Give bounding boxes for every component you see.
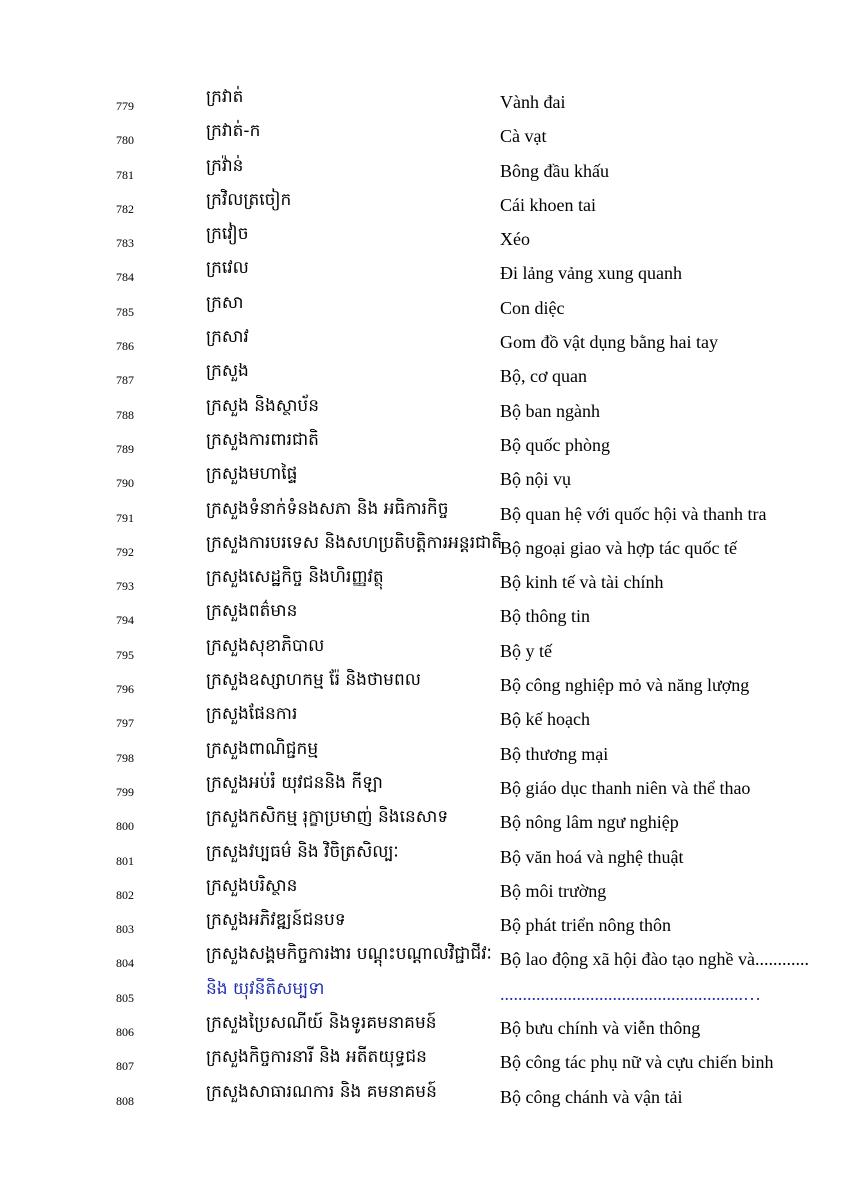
entry-number: 806 <box>116 1025 134 1040</box>
entry-number: 779 <box>116 99 134 113</box>
vietnamese-translation: Đi lảng vảng xung quanh <box>500 263 682 284</box>
entry-number: 780 <box>116 133 134 148</box>
vocabulary-row <box>0 429 848 463</box>
vietnamese-translation: Bộ môi trường <box>500 880 607 901</box>
entry-number: 787 <box>116 373 134 388</box>
entry-number: 790 <box>116 476 134 491</box>
khmer-term: ក្រសួងពាណិជ្ជកម្ម <box>206 738 319 759</box>
vietnamese-translation: Bộ y tế <box>500 640 552 661</box>
vietnamese-translation: Cái khoen tai <box>500 194 596 215</box>
khmer-term: ក្រសួងសាធារណការ និង គមនាគមន៍ <box>206 1081 437 1102</box>
entry-number: 792 <box>116 544 134 559</box>
khmer-term: ក្រវេល <box>206 258 249 279</box>
vietnamese-translation: Bộ nội vụ <box>500 469 572 490</box>
khmer-term: ក្រសួងវប្បធម៌ និង វិចិត្រសិល្បៈ <box>206 841 399 862</box>
vietnamese-translation: Bộ nông lâm ngư nghiệp <box>500 812 679 833</box>
vocabulary-list <box>0 86 848 1115</box>
khmer-term: ក្រសួង និងស្ថាប័ន <box>206 395 319 416</box>
entry-number: 797 <box>116 716 134 731</box>
vocabulary-row <box>0 292 848 326</box>
vocabulary-row <box>0 875 848 909</box>
entry-number: 808 <box>116 1093 134 1108</box>
entry-number: 793 <box>116 579 134 594</box>
vietnamese-translation: Bông đầu khấu <box>500 160 609 181</box>
vietnamese-translation: Bộ công nghiệp mỏ và năng lượng <box>500 675 750 696</box>
entry-number: 802 <box>116 887 134 902</box>
entry-number: 796 <box>116 682 134 697</box>
vietnamese-translation: Bộ văn hoá và nghệ thuật <box>500 846 684 867</box>
vietnamese-translation: Bộ, cơ quan <box>500 366 588 387</box>
vocabulary-row <box>0 806 848 840</box>
vocabulary-row <box>0 978 848 1012</box>
vocabulary-row <box>0 841 848 875</box>
khmer-term: ក្រសួងបរិស្ថាន <box>206 875 298 896</box>
vietnamese-translation: Cà vạt <box>500 126 547 147</box>
khmer-term: ក្រសា <box>206 292 244 313</box>
khmer-term: ក្រវៀច <box>206 224 249 245</box>
entry-number: 800 <box>116 819 134 834</box>
entry-number: 795 <box>116 647 134 662</box>
entry-number: 804 <box>116 956 134 971</box>
khmer-term: ក្រសួងអប់រំ យុវជននិង កីឡា <box>206 772 383 793</box>
entry-number: 798 <box>116 750 134 765</box>
vietnamese-translation: Bộ lao động xã hội đào tạo nghề và............ <box>500 949 809 970</box>
vocabulary-row <box>0 1046 848 1080</box>
khmer-term: ក្រសួង <box>206 361 249 382</box>
khmer-term: ក្រសួងសុខាភិបាល <box>206 635 325 656</box>
vocabulary-row <box>0 498 848 532</box>
khmer-term: ក្រសាវ <box>206 327 249 348</box>
vocabulary-row <box>0 943 848 977</box>
khmer-term: ក្រសួងផែនការ <box>206 704 298 725</box>
entry-number: 785 <box>116 304 134 319</box>
vietnamese-translation: Bộ công tác phụ nữ và cựu chiến binh <box>500 1052 774 1073</box>
khmer-term: ក្រវ៉ាន់ <box>206 155 244 176</box>
vocabulary-row <box>0 1081 848 1115</box>
vocabulary-row <box>0 909 848 943</box>
vocabulary-row <box>0 566 848 600</box>
entry-number: 791 <box>116 510 134 525</box>
vocabulary-row <box>0 1012 848 1046</box>
khmer-term: ក្រវាត់-ក <box>206 121 261 142</box>
vietnamese-translation: Bộ ban ngành <box>500 400 600 421</box>
vietnamese-translation: Bộ công chánh và vận tải <box>500 1086 683 1107</box>
entry-number: 801 <box>116 853 134 868</box>
vietnamese-translation: Bộ quốc phòng <box>500 434 610 455</box>
khmer-term: ក្រសួងប្រៃសណីយ៍ និងទូរគមនាគមន៍ <box>206 1013 437 1034</box>
vocabulary-row <box>0 326 848 360</box>
khmer-term: ក្រសួងសេដ្ឋកិច្ច និងហិរញ្ញវត្ថុ <box>206 567 384 588</box>
vocabulary-row <box>0 669 848 703</box>
vietnamese-translation: Bộ kinh tế và tài chính <box>500 572 664 593</box>
vietnamese-translation: Vành đai <box>500 92 566 112</box>
entry-number: 805 <box>116 990 134 1005</box>
vocabulary-row <box>0 120 848 154</box>
vocabulary-row <box>0 360 848 394</box>
khmer-term: ក្រសួងអភិវឌ្ឍន៍ជនបទ <box>206 910 346 931</box>
vietnamese-translation: Bộ kế hoạch <box>500 709 590 730</box>
entry-number: 788 <box>116 407 134 422</box>
vietnamese-translation: Xéo <box>500 229 530 250</box>
vietnamese-translation: Bộ quan hệ với quốc hội và thanh tra <box>500 503 767 524</box>
khmer-term: ក្រសួងឧស្សាហកម្ម រ៉ែ និងថាមពល <box>206 670 421 691</box>
entry-number: 789 <box>116 441 134 456</box>
vietnamese-translation: Bộ thông tin <box>500 606 591 627</box>
khmer-term: ក្រសួងការពារជាតិ <box>206 429 319 450</box>
vocabulary-row <box>0 86 848 120</box>
khmer-term: ក្រសួងទំនាក់ទំនងសភា និង អធិការកិច្ច <box>206 498 449 519</box>
entry-number: 782 <box>116 201 134 216</box>
entry-number: 784 <box>116 270 134 285</box>
vocabulary-row <box>0 189 848 223</box>
vocabulary-row <box>0 223 848 257</box>
vietnamese-translation: Bộ giáo dục thanh niên và thể thao <box>500 777 751 798</box>
vietnamese-translation: Bộ bưu chính và viễn thông <box>500 1018 701 1039</box>
vocabulary-row <box>0 532 848 566</box>
entry-number: 786 <box>116 339 134 354</box>
entry-number: 783 <box>116 236 134 251</box>
entry-number: 807 <box>116 1059 134 1074</box>
vocabulary-row <box>0 703 848 737</box>
vietnamese-translation: Bộ phát triển nông thôn <box>500 915 671 936</box>
vocabulary-row <box>0 257 848 291</box>
vietnamese-translation: Bộ ngoại giao và hợp tác quốc tế <box>500 537 737 558</box>
khmer-term: ក្រសួងមហាផ្ទៃ <box>206 464 298 485</box>
vietnamese-translation: Bộ thương mại <box>500 743 609 764</box>
khmer-term: ក្រសួងសង្គមកិច្ចការងារ បណ្តុះបណ្តាលវិជ្ជាជីវៈ <box>206 944 492 965</box>
entry-number: 799 <box>116 784 134 799</box>
vietnamese-translation: ......................................................… <box>500 983 761 1004</box>
khmer-term: ក្រវាត់ <box>206 87 244 107</box>
vocabulary-row <box>0 635 848 669</box>
vietnamese-translation: Con diệc <box>500 297 565 318</box>
vietnamese-translation: Gom đồ vật dụng bằng hai tay <box>500 332 718 353</box>
entry-number: 781 <box>116 167 134 182</box>
khmer-term: ក្រសួងកសិកម្ម រុក្ខាប្រមាញ់ និងនេសាទ <box>206 807 449 828</box>
khmer-term: ក្រសួងពត៌មាន <box>206 601 298 622</box>
entry-number: 794 <box>116 613 134 628</box>
khmer-term: ក្រសួងកិច្ចការនារី និង អតីតយុទ្ធជន <box>206 1047 427 1068</box>
vocabulary-row <box>0 738 848 772</box>
vocabulary-row <box>0 772 848 806</box>
vocabulary-row <box>0 155 848 189</box>
vocabulary-row <box>0 395 848 429</box>
entry-number: 803 <box>116 922 134 937</box>
vocabulary-row <box>0 600 848 634</box>
vocabulary-row <box>0 463 848 497</box>
khmer-term: និង យុវនីតិសម្បទា <box>206 978 325 999</box>
khmer-term: ក្រសួងការបរទេស និងសហប្រតិបត្តិការអន្តរជាតិ <box>206 532 503 553</box>
khmer-term: ក្រវិលត្រចៀក <box>206 189 292 210</box>
